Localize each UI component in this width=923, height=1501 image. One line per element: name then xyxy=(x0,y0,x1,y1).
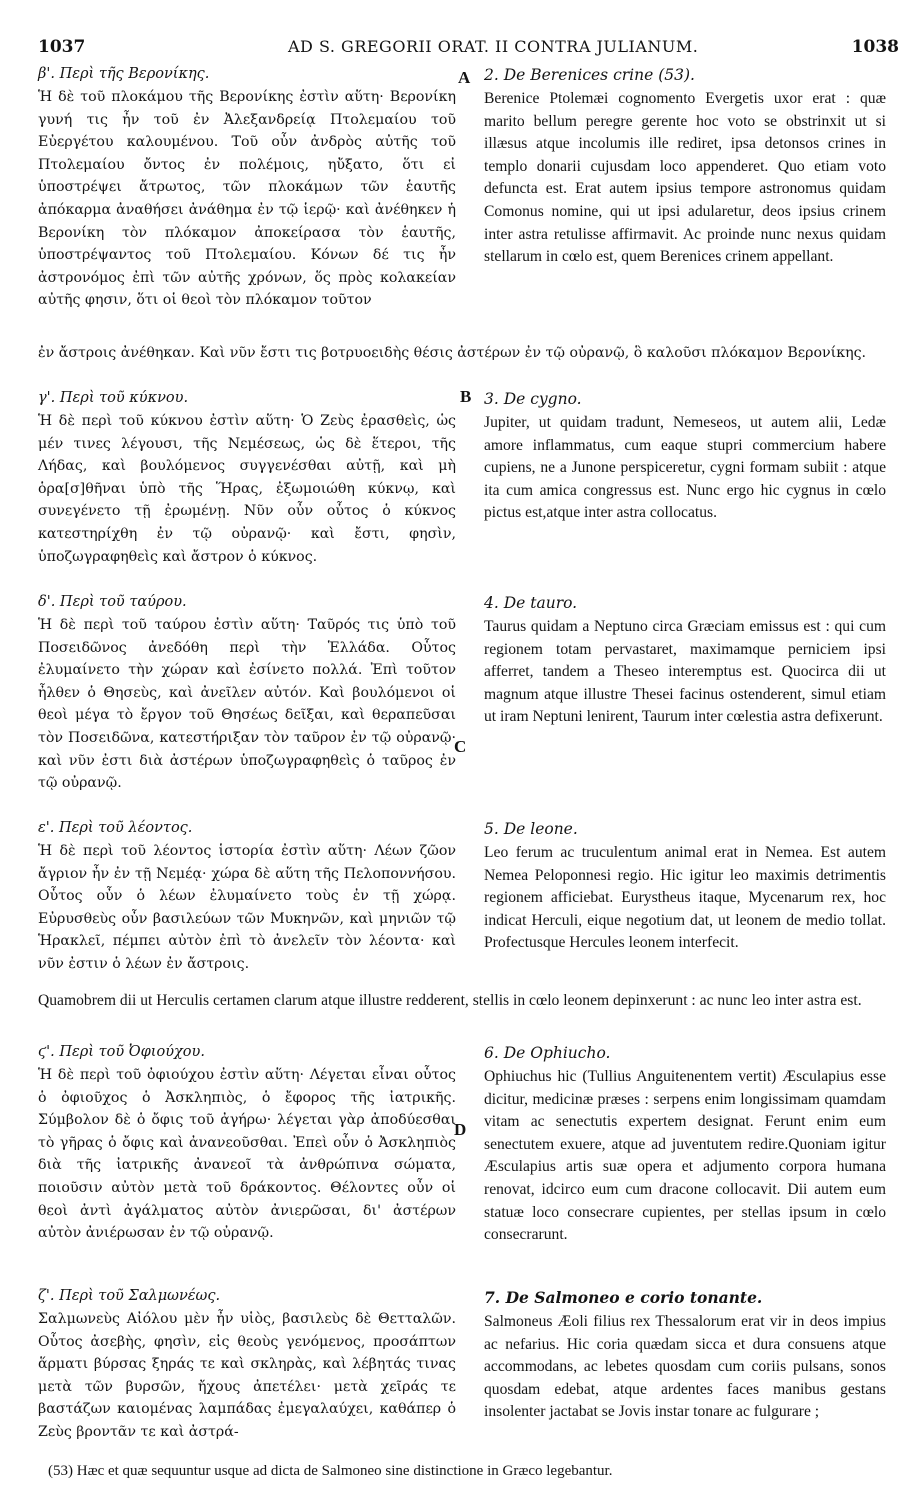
latin-heading: 6. De Ophiucho. xyxy=(484,1044,611,1062)
footnote: (53) Hæc et quæ sequuntur usque ad dicta de Salmoneo sine distinctione in Græco legebantur. xyxy=(48,1463,613,1479)
greek-paragraph: Ἡ δὲ τοῦ πλοκάμου τῆς Βερονίκης ἐστὶν αὕτη· Βερονίκη γυνή τις ἦν τοῦ ἐν Ἀλεξανδρείᾳ Πτολεμαίου τοῦ Εὐεργέτου καλουμένου. Τοῦ οὖν ἀνδρὸς αὐτῆς τοῦ Πτολεμαίου ὄντος ἐν πολέμοις, ηὔξατο, ὅτι εἰ ὑποστρέψει ἄτρωτος, τῶν πλοκάμων τῶν ἑαυτῆς ἀπόκαρμα ἀναθήσει ἀνάθημα ἐν τῷ ἱερῷ· καὶ ἀνέθηκεν ἡ Βερονίκη τὸν πλόκαμον ἀποκείρασα τὸν ἑαυτῆς, ὑποστρέψαντος τοῦ Πτολεμαίου. Κόνων δέ τις ἦν ἀστρονόμος ἐπὶ τῶν αὐτῆς χρόνων, ὅς πρὸς κολακείαν αὐτῆς φησιν, ὅτι οἱ θεοὶ τὸν πλόκαμον τοῦτον xyxy=(38,89,456,309)
margin-letter-d: D xyxy=(454,1120,467,1139)
latin-section-salmoneus xyxy=(484,1288,886,1424)
greek-heading: ζ'. Περὶ τοῦ Σαλμωνέως. xyxy=(38,1288,221,1304)
latin-section-leo xyxy=(484,820,886,955)
page-number-right: 1038 xyxy=(851,37,899,57)
latin-heading: 2. De Berenices crine (53). xyxy=(484,66,695,84)
latin-section-ophiuchus xyxy=(484,1044,886,1247)
greek-heading: β'. Περὶ τῆς Βερονίκης. xyxy=(38,66,210,82)
latin-paragraph: Berenice Ptolemæi cognomento Evergetis uxor erat : quæ marito bellum peregre gerente hoc voto se obstrinxit ut si illæsus atque incolumis ille rediret, ipsa detonsos crines in templo donarii cujusdam loco appenderet. Quo etiam voto defuncta est. Erat autem ipsius tempore astronomus quidam Comonus nomine, qui ut ipsi adularetur, deos ipsius crinem inter astra retulisse affirmavit. Ac proinde nunc nexus quidam stellarum in cœlo est, quem Berenices crinem appellant. xyxy=(484,90,886,266)
latin-section-berenice xyxy=(484,66,886,269)
page-header xyxy=(26,36,905,60)
margin-letter-c: C xyxy=(454,737,467,756)
spanning-paragraph: Quamobrem dii ut Herculis certamen clarum atque illustre redderent, stellis in cœlo leonem depinxerunt : ac nunc leo inter astra est. xyxy=(38,992,862,1009)
margin-letter-a: A xyxy=(458,68,471,87)
latin-spanning-line-leo xyxy=(38,990,886,1013)
greek-section-berenice xyxy=(38,66,456,312)
latin-section-cygnus xyxy=(484,390,886,525)
latin-paragraph: Leo ferum ac truculentum animal erat in Nemea. Est autem Nemea Peloponnesi regio. Hic igitur leo maximis detrimentis regionem afficiebat. Eurystheus itaque, Mycenarum rex, hoc indicat Herculi, eique negotium dat, ut leonem de medio tollat. Profectusque Hercules leonem interfecit. xyxy=(484,844,886,952)
greek-paragraph: Ἡ δὲ περὶ τοῦ ὀφιούχου ἐστὶν αὕτη· Λέγεται εἶναι οὗτος ὁ ὀφιοῦχος ὁ Ἀσκληπιὸς, ὁ ἔφορος τῆς ἰατρικῆς. Σύμβολον δὲ ὁ ὄφις τοῦ ἀγήρω· λέγεται γὰρ ἀποδύεσθαι τὸ γῆρας ὁ ὄφις καὶ ἀνανεοῦσθαι. Ἐπεὶ οὖν ὁ Ἀσκληπιὸς διὰ τῆς ἰατρικῆς ἀνανεοῖ τὰ ἀνθρώπινα σώματα, ποιοῦσιν αὐτὸν μετὰ τοῦ δράκοντος. Θέλοντες οὖν οἱ θεοὶ ἀντὶ ἀγάλματος αὐτὸν ἀνιερῶσαι, δι' ἀστέρων αὐτὸν ἀνιέρωσαν ἐν τῷ οὐρανῷ. xyxy=(38,1067,456,1242)
latin-section-taurus xyxy=(484,594,886,729)
greek-paragraph: Σαλμωνεὺς Αἰόλου μὲν ἦν υἱὸς, βασιλεὺς δὲ Θετταλῶν. Οὗτος ἀσεβὴς, φησὶν, εἰς θεοὺς γενόμενος, προσάπτων ἅρματι βύρσας ξηράς τε καὶ σκληρὰς, καὶ λέβητάς τινας μετὰ τῶν βυρσῶν, ἤχους ἀπετέλει· μετὰ χεῖράς τε βαστάζων καιομένας λαμπάδας ἐμεγαλαύχει, καθάπερ ὁ Ζεὺς βροντᾶν τε καὶ ἀστρά- xyxy=(38,1311,456,1440)
greek-paragraph: Ἡ δὲ περὶ τοῦ λέοντος ἱστορία ἐστὶν αὕτη· Λέων ζῶον ἄγριον ἦν ἐν τῇ Νεμέᾳ· χώρα δὲ αὕτη τῆς Πελοποννήσου. Οὗτος οὖν ὁ λέων ἐλυμαίνετο τοὺς ἐν τῇ χώρᾳ. Εὐρυσθεὺς οὖν βασιλεύων τῶν Μυκηνῶν, καὶ μηνιῶν τῷ Ἡρακλεῖ, πέμπει αὐτὸν ἐπὶ τὸ ἀνελεῖν τὸν λέοντα· καὶ νῦν ἐστιν ὁ λέων ἐν ἄστροις. xyxy=(38,843,456,972)
greek-spanning-line-berenice xyxy=(38,342,886,365)
running-title: AD S. GREGORII ORAT. II CONTRA JULIANUM. xyxy=(288,37,699,56)
greek-paragraph: Ἡ δὲ περὶ τοῦ ταύρου ἐστὶν αὕτη· Ταῦρός τις ὑπὸ τοῦ Ποσειδῶνος ἀνεδόθη περὶ τὴν Ἑλλάδα. Οὗτος ἐλυμαίνετο τὴν χώραν καὶ ἐσίνετο πολλά. Ἐπὶ τοῦτον ἦλθεν ὁ Θησεὺς, καὶ ἀνεῖλεν αὐτόν. Καὶ βουλόμενοι οἱ θεοὶ μέγα τὸ ἔργον τοῦ Θησέως δεῖξαι, καὶ θεραπεῦσαι τὸν Ποσειδῶνα, κατεστήριξαν τὸν ταῦρον ἐν τῷ οὐρανῷ· καὶ νῦν ἐστι διὰ ἀστέρων ὑποζωγραφηθεὶς ὁ ταῦρος ἐν τῷ οὐρανῷ. xyxy=(38,617,456,792)
greek-paragraph: Ἡ δὲ περὶ τοῦ κύκνου ἐστὶν αὕτη· Ὁ Ζεὺς ἐρασθεὶς, ὡς μέν τινες λέγουσι, τῆς Νεμέσεως, ὡς δὲ ἕτεροι, τῆς Λήδας, καὶ βουλόμενος συγγενέσθαι αὐτῇ, καὶ μὴ ὁρα[σ]θῆναι ὑπὸ τῆς Ἥρας, ἐξωμοιώθη κύκνῳ, καὶ συνεγένετο τῇ ἐρωμένῃ. Νῦν οὖν οὗτος ὁ κύκνος κατεστηρίχθη ἐν τῷ οὐρανῷ· καὶ ἔστι, φησὶν, ὑποζωγραφηθεὶς καὶ ἄστρον ὁ κύκνος. xyxy=(38,413,456,565)
greek-heading: ε'. Περὶ τοῦ λέοντος. xyxy=(38,820,193,836)
latin-paragraph: Jupiter, ut quidam tradunt, Nemeseos, ut autem alii, Ledæ amore inflammatus, cum eaque stupri commercium habere cupiens, ne a Junone perspiceretur, cygni formam subiit : atque ita cum amica congressus est. Nunc ergo hic cygnus in cœlo pictus est,atque inter astra collocatus. xyxy=(484,414,886,522)
latin-heading: 4. De tauro. xyxy=(484,594,578,612)
latin-heading: 3. De cygno. xyxy=(484,390,582,408)
greek-heading: γ'. Περὶ τοῦ κύκνου. xyxy=(38,390,189,406)
greek-section-ophiuchus xyxy=(38,1044,456,1245)
latin-heading: 5. De leone. xyxy=(484,820,578,838)
page-number-left: 1037 xyxy=(38,37,86,57)
greek-heading: δ'. Περὶ τοῦ ταύρου. xyxy=(38,594,187,610)
greek-section-taurus xyxy=(38,594,456,795)
latin-paragraph: Taurus quidam a Neptuno circa Græciam emissus est : qui cum regionem totam pervastaret, maximamque perniciem ipsi afferret, tandem a Theseo interemptus est. Quocirca dii ut magnum atque illustre Thesei facinus ostenderent, simul etiam ut iram Neptuni lenirent, Taurum inter cœlestia astra defixerunt. xyxy=(484,618,886,726)
greek-section-cygnus xyxy=(38,390,456,568)
margin-letter-b: B xyxy=(460,387,472,406)
latin-heading: 7. De Salmoneo e corio tonante. xyxy=(484,1288,763,1307)
latin-paragraph: Ophiuchus hic (Tullius Anguitenentem vertit) Æsculapius esse dicitur, medicinæ præses : serpens enim longissimam quamdam vitam ac senectutis expertem designat. Ferunt enim eum senectutem exuere, atque ad juventutem redire.Quoniam igitur Æsculapius artis suæ opera et adjumento corpora humana renovat, idcirco eum cum dracone collocavit. Dii autem eum statuæ loco consecrare cupientes, per stellas ipsum in cœlo consecrarunt. xyxy=(484,1068,886,1244)
greek-section-salmoneus xyxy=(38,1288,456,1444)
spanning-paragraph: ἐν ἄστροις ἀνέθηκαν. Καὶ νῦν ἔστι τις βοτρυοειδὴς θέσις ἀστέρων ἐν τῷ οὐρανῷ, ὃ καλοῦσι πλόκαμον Βερονίκης. xyxy=(38,345,867,361)
latin-paragraph: Salmoneus Æoli filius rex Thessalorum erat vir in deos impius ac nefarius. Hic coria quædam sicca et dura consuens atque accommodans, ac lebetes quosdam cum coriis pulsans, sonos quosdam edebat, atque ardentes faces manibus gestans insolenter jactabat se Jovis instar tonare ac fulgurare ; xyxy=(484,1313,886,1421)
greek-heading: ϛ'. Περὶ τοῦ Ὀφιούχου. xyxy=(38,1044,205,1060)
greek-section-leo xyxy=(38,820,456,976)
